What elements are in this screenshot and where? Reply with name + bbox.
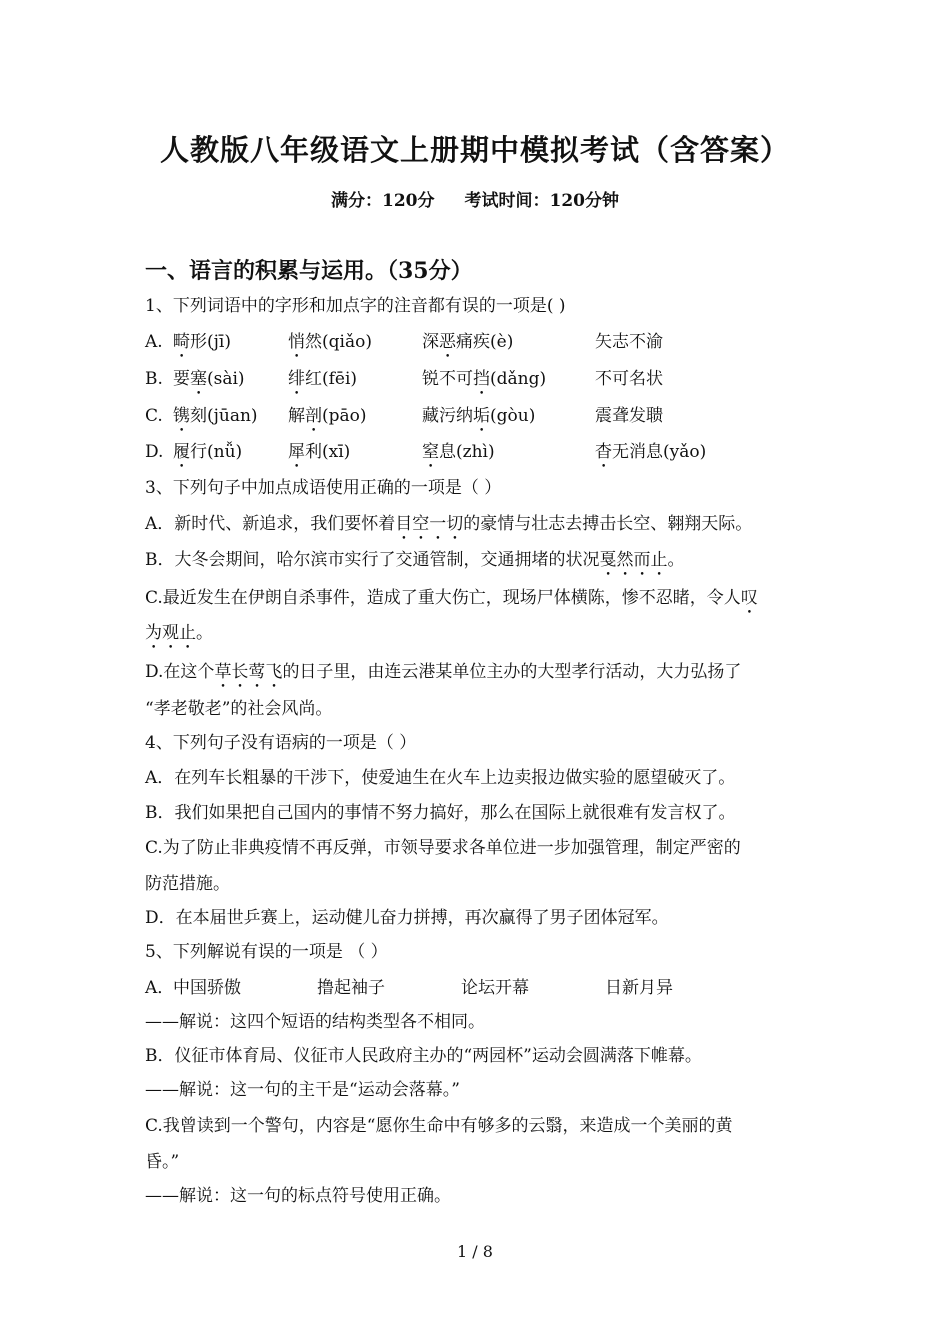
phrase-item: 日新月异 xyxy=(605,978,673,998)
question-3-option-c-cont: 为观止。 xyxy=(145,623,213,643)
exam-page: 人教版八年级语文上册期中模拟考试（含答案） 满分：120分 考试时间：120分钟 一、语言的积累与运用。（35分） 1、下列词语中的字形和加点字的注音都有误的一项是( ) A. 畸形(jī) 悄然(qiǎo) 深恶痛疾(è) 矢志不渝 B. 要塞(sài) 绯红(fēi) 锐不可挡(dǎng) 不可名状 C. 镌刻(jūan) 解剖(pāo) 藏污纳垢(gòu) 震聋发聩 D. 履行(nǚ) 犀利(xī) 窒息(zhì) 杳无消息(yǎo) 3、下列句子中加点成语使用正确的一项是（ ） A．新时代、新追求，我们要怀着目空一切的豪情与壮志去搏击长空、翱翔天际。 B．大冬会期间，哈尔滨市实行了交通管制，交通拥堵的状况戛然而止。 C.最近发生在伊朗自杀事件，造成了重大伤亡，现场尸体横陈，惨不忍睹，令人叹 为观止。 D.在这个草长莺飞的日子里，由连云港某单位主办的大型孝行活动，大力弘扬了 “孝老敬老”的社会风尚。 4、下列句子没有语病的一项是（ ） A．在列车长粗暴的干涉下，使爱迪生在火车上边卖报边做实验的愿望破灭了。 B．我们如果把自己国内的事情不努力搞好，那么在国际上就很难有发言权了。 C.为了防止非典疫情不再反弹，市领导要求各单位进一步加强管理，制定严密的 防范措施。 D．在本届世乒赛上，运动健儿奋力拼搏，再次赢得了男子团体冠军。 5、下列解说有误的一项是 （ ） A． 中国骄傲 撸起袖子 论坛开幕 日新月异 ——解说：这四个短语的结构类型各不相同。 B．仪征市体育局、仪征市人民政府主办的“两园杯”运动会圆满落下帷幕。 ——解说：这一句的主干是“运动会落幕。” C.我曾读到一个警句，内容是“愿你生命中有够多的云翳，来造成一个美丽的黄 昏。” ——解说：这一句的标点符号使用正确。 1 / 8 xyxy=(0,0,950,1344)
question-3-stem: 3、下列句子中加点成语使用正确的一项是（ ） xyxy=(145,478,502,498)
question-3-option-a: A．新时代、新追求，我们要怀着目空一切的豪情与壮志去搏击长空、翱翔天际。 xyxy=(145,514,753,534)
option-item: 要塞(sài) xyxy=(173,369,245,389)
question-4-option-b: B．我们如果把自己国内的事情不努力搞好，那么在国际上就很难有发言权了。 xyxy=(145,803,736,823)
option-item: 不可名状 xyxy=(595,369,663,389)
question-5-option-b-note: ——解说：这一句的主干是“运动会落幕。” xyxy=(145,1080,460,1100)
question-5-option-a-note: ——解说：这四个短语的结构类型各不相同。 xyxy=(145,1012,485,1032)
option-item: 窒息(zhì) xyxy=(422,442,495,462)
question-5-stem: 5、下列解说有误的一项是 （ ） xyxy=(145,942,388,962)
question-4-option-a: A．在列车长粗暴的干涉下，使爱迪生在火车上边卖报边做实验的愿望破灭了。 xyxy=(145,768,736,788)
phrase-item: 论坛开幕 xyxy=(461,978,529,998)
option-item: 深恶痛疾(è) xyxy=(422,332,514,352)
option-item: 悄然(qiǎo) xyxy=(288,332,372,352)
document-title: 人教版八年级语文上册期中模拟考试（含答案） xyxy=(159,133,790,167)
phrase-item: 撸起袖子 xyxy=(317,978,385,998)
section-heading: 一、语言的积累与运用。（35分） xyxy=(145,258,473,284)
option-item: 震聋发聩 xyxy=(595,406,663,426)
option-item: 镌刻(jūan) xyxy=(173,406,258,426)
option-item: 绯红(fēi) xyxy=(288,369,358,389)
question-1-stem: 1、下列词语中的字形和加点字的注音都有误的一项是( ) xyxy=(145,296,566,316)
question-4-option-c-cont: 防范措施。 xyxy=(145,874,230,894)
question-5-option-c-note: ——解说：这一句的标点符号使用正确。 xyxy=(145,1186,451,1206)
phrase-item: 中国骄傲 xyxy=(173,978,241,998)
question-3-option-d: D.在这个草长莺飞的日子里，由连云港某单位主办的大型孝行活动，大力弘扬了 xyxy=(145,662,742,682)
option-item: 藏污纳垢(gòu) xyxy=(422,406,536,426)
question-4-option-d: D．在本届世乒赛上，运动健儿奋力拼搏，再次赢得了男子团体冠军。 xyxy=(145,908,669,928)
option-item: 犀利(xī) xyxy=(288,442,351,462)
question-4-stem: 4、下列句子没有语病的一项是（ ） xyxy=(145,733,417,753)
question-5-option-c-cont: 昏。” xyxy=(145,1152,180,1172)
page-number: 1 / 8 xyxy=(457,1242,493,1261)
option-item: 履行(nǚ) xyxy=(173,442,243,462)
exam-time: 考试时间：120分钟 xyxy=(464,191,619,211)
option-item: 矢志不渝 xyxy=(595,332,663,352)
question-4-option-c: C.为了防止非典疫情不再反弹，市领导要求各单位进一步加强管理，制定严密的 xyxy=(145,838,741,858)
question-3-option-c: C.最近发生在伊朗自杀事件，造成了重大伤亡，现场尸体横陈，惨不忍睹，令人叹 xyxy=(145,588,758,608)
option-item: 杳无消息(yǎo) xyxy=(595,442,707,462)
question-5-option-c: C.我曾读到一个警句，内容是“愿你生命中有够多的云翳，来造成一个美丽的黄 xyxy=(145,1116,733,1136)
option-item: 锐不可挡(dǎng) xyxy=(422,369,547,389)
question-5-option-b: B．仪征市体育局、仪征市人民政府主办的“两园杯”运动会圆满落下帷幕。 xyxy=(145,1046,702,1066)
option-item: 解剖(pāo) xyxy=(288,406,367,426)
question-3-option-d-cont: “孝老敬老”的社会风尚。 xyxy=(145,699,333,719)
exam-info xyxy=(0,186,950,211)
question-3-option-b: B．大冬会期间，哈尔滨市实行了交通管制，交通拥堵的状况戛然而止。 xyxy=(145,550,685,570)
option-item: 畸形(jī) xyxy=(173,332,231,352)
full-score: 满分：120分 xyxy=(331,191,435,211)
